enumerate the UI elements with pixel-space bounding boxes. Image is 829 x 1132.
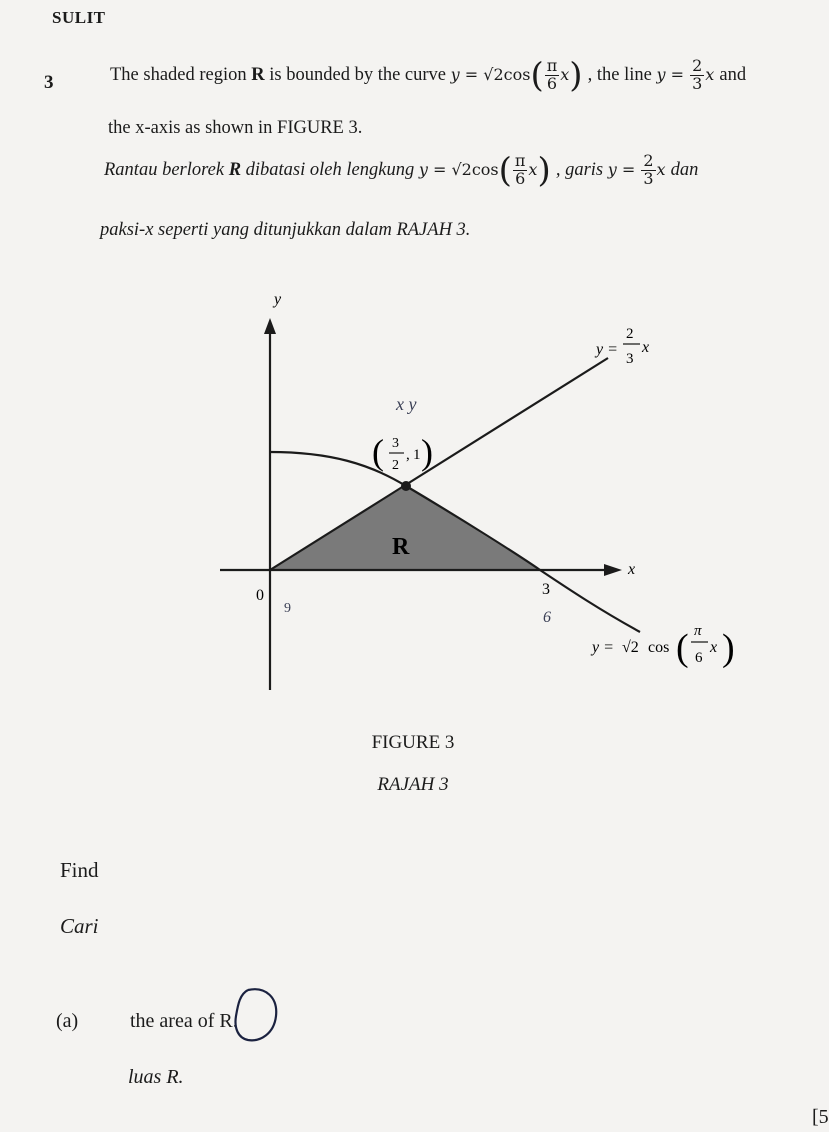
ms-region-label: R — [228, 159, 242, 180]
curve-label-x: x — [710, 639, 718, 656]
x-var: x — [528, 159, 538, 179]
y-eq: y = — [607, 159, 636, 179]
sqrt-two: √2 — [483, 64, 504, 84]
handwritten-note-xy: x y — [396, 394, 417, 414]
question-text-ms-line2: paksi-x seperti yang ditunjukkan dalam RAJAH 3. — [100, 220, 471, 240]
line-label-x: x — [642, 339, 650, 356]
region-r-label: R — [392, 534, 410, 560]
part-a-text-ms: luas R. — [128, 1066, 184, 1088]
y-axis-arrow — [264, 318, 276, 334]
point-label — [372, 432, 433, 473]
left-paren: ( — [498, 150, 512, 191]
point-label-lparen: ( — [372, 432, 384, 472]
line-label-y: y = — [596, 341, 618, 358]
handwritten-note-9: 9 — [284, 601, 291, 616]
cos-text: cos — [503, 64, 531, 84]
question-number: 3 — [44, 72, 54, 93]
point-label-x-num: 3 — [392, 436, 399, 451]
part-a-text-en: the area of R. — [130, 1010, 238, 1032]
frac-den: 6 — [515, 168, 526, 188]
intersection-point — [401, 481, 411, 491]
curve-label — [590, 623, 735, 669]
x-var: x — [560, 64, 570, 84]
cos-text: cos — [471, 159, 499, 179]
curve-label-sqrt2: √2 — [622, 639, 639, 656]
find-label-en: Find — [60, 858, 99, 882]
origin-label: 0 — [256, 587, 264, 604]
y-eq: y = — [656, 64, 685, 84]
question-text-en-line2: the x-axis as shown in FIGURE 3. — [108, 118, 363, 138]
ms-text-c: , garis — [555, 159, 604, 180]
ms-text-a: Rantau berlorek — [104, 159, 225, 180]
curve-label-six: 6 — [695, 650, 703, 666]
en-region-label: R — [251, 64, 265, 85]
ms-text-b: dibatasi oleh lengkung — [245, 159, 415, 180]
en-text-d: and — [719, 64, 747, 85]
right-paren: ) — [569, 55, 583, 96]
line-label-den: 3 — [626, 351, 634, 367]
point-label-x-den: 2 — [392, 458, 399, 473]
find-label-ms: Cari — [60, 914, 99, 938]
marks-indicator: [5 — [812, 1106, 829, 1128]
frac-num: π — [546, 56, 558, 75]
x-var: x — [705, 64, 715, 84]
en-text-c: , the line — [587, 64, 652, 85]
frac-num: π — [514, 151, 526, 170]
curve-label-rparen: ) — [722, 627, 735, 669]
point-label-comma: , — [406, 447, 410, 463]
point-label-rparen: ) — [421, 432, 433, 472]
y-eq: y = — [418, 159, 447, 179]
curve-label-cos: cos — [648, 639, 670, 656]
frac-num: 2 — [643, 151, 654, 170]
handwritten-note-6: 6 — [543, 609, 551, 626]
part-a-label: (a) — [56, 1010, 79, 1032]
x-var: x — [656, 159, 666, 179]
frac-den: 6 — [546, 73, 558, 93]
left-paren: ( — [530, 55, 544, 96]
line-label-num: 2 — [626, 326, 634, 342]
frac-den: 3 — [692, 73, 703, 93]
y-axis-label: y — [274, 291, 282, 308]
page-header: SULIT — [52, 8, 106, 27]
frac-den: 3 — [643, 168, 654, 188]
curve-label-lparen: ( — [676, 627, 689, 669]
ms-text-d: dan — [670, 159, 699, 180]
y-eq: y = — [450, 64, 479, 84]
figure-caption-en: FIGURE 3 — [371, 732, 455, 753]
frac-num: 2 — [692, 56, 703, 75]
x-axis-arrow — [604, 564, 622, 576]
right-paren: ) — [537, 150, 551, 191]
x-axis-label: x — [628, 561, 636, 578]
pen-circle-mark — [226, 984, 282, 1046]
curve-label-y: y = — [592, 639, 614, 656]
figure-caption-ms: RAJAH 3 — [377, 774, 449, 795]
curve-label-pi: π — [694, 623, 702, 639]
sqrt-two: √2 — [451, 159, 472, 179]
x-intercept-label: 3 — [542, 581, 550, 598]
en-text-b: is bounded by the curve — [269, 64, 447, 85]
en-text-a: The shaded region — [110, 64, 247, 85]
point-label-y: 1 — [413, 447, 421, 463]
